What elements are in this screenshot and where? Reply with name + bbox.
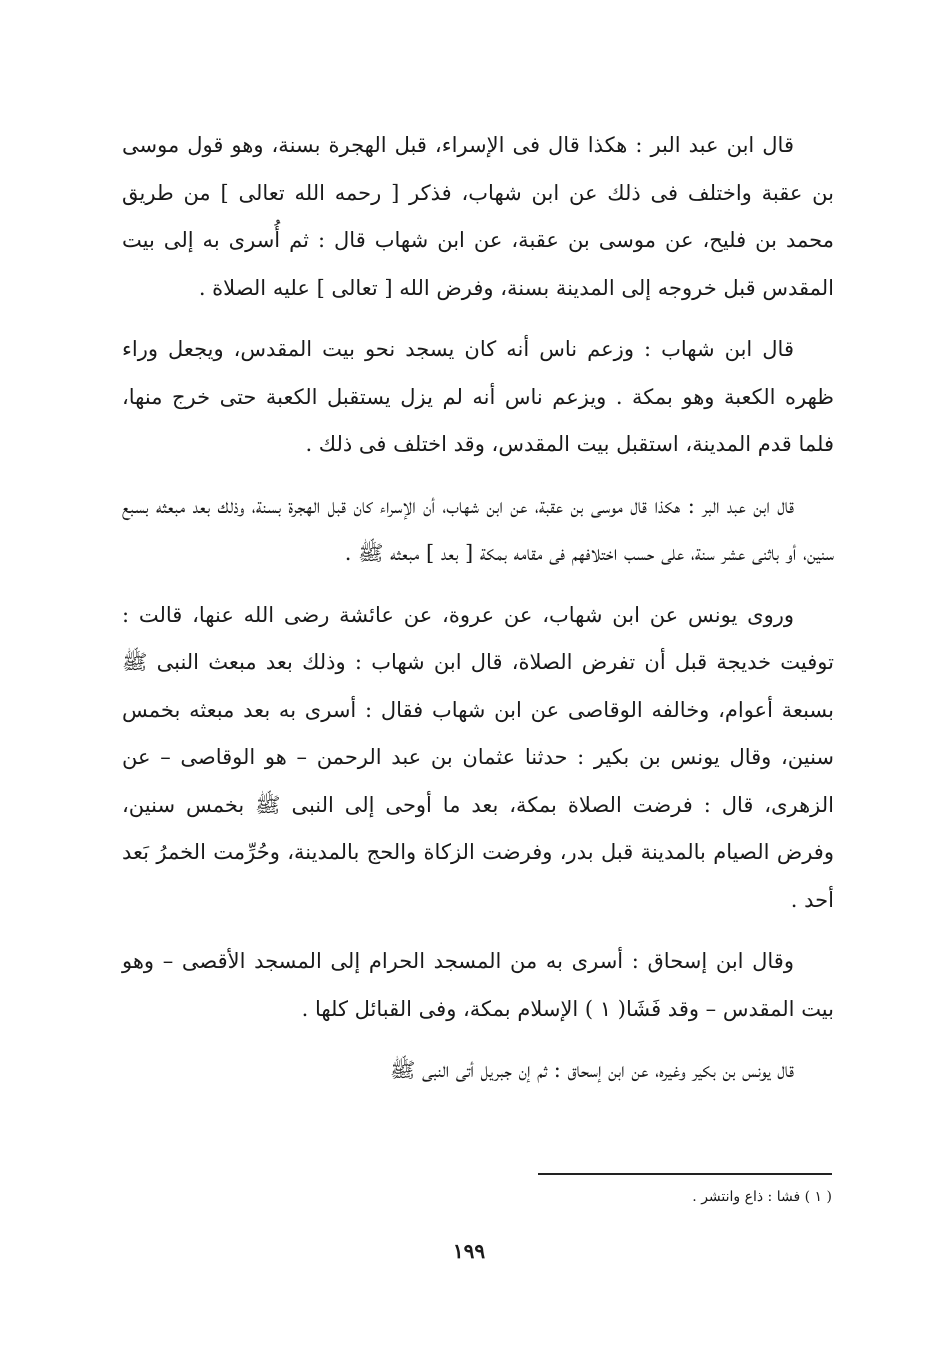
footnote-separator <box>538 1173 832 1175</box>
main-text <box>122 122 834 1109</box>
footnote: ( ١ ) فشا : ذاع وانتشر . <box>692 1189 832 1205</box>
page-number: ١٩٩ <box>452 1239 486 1263</box>
paragraph-1: قال ابن عبد البر : هكذا قال فى الإسراء، قبل الهجرة بسنة، وهو قول موسى بن عقبة واختلف فى ذلك عن ابن شهاب، فذكر [ رحمه الله تعالى ] من طريق محمد بن فليح، عن موسى بن عقبة، عن ابن شهاب قال : ثم أُسرى به إلى بيت المقدس قبل خروجه إلى المدينة بسنة، وفرض الله [ تعالى ] عليه الصلاة . <box>122 133 834 300</box>
paragraph-3: قال ابن عبد البر : هكذا قال موسى بن عقبة، عن ابن شهاب، أن الإسراء كان قبل الهجرة بسنة، وذلك بعد مبعثه بسبع سنين، أو باثنى عشر سنة، على حسب اختلافهم فى مقامه بمكة [ بعد ] مبعثه ﷺ . <box>122 493 834 565</box>
paragraph-5: وقال ابن إسحاق : أسرى به من المسجد الحرام إلى المسجد الأقصى – وهو بيت المقدس – وقد فَشَا( ١ ) الإسلام بمكة، وفى القبائل كلها . <box>122 949 834 1021</box>
paragraph-4: وروى يونس عن ابن شهاب، عن عروة، عن عائشة رضى الله عنها، قالت : توفيت خديجة قبل أن تفرض الصلاة، قال ابن شهاب : وذلك بعد مبعث النبى ﷺ بسبعة أعوام، وخالفه الوقاصى عن ابن شهاب فقال : أسرى به بعد مبعثه بخمس سنين، وقال يونس بن بكير : حدثنا عثمان بن عبد الرحمن – هو الوقاصى – عن الزهرى، قال : فرضت الصلاة بمكة، بعد ما أوحى إلى النبى ﷺ بخمس سنين، وفرض الصيام بالمدينة قبل بدر، وفرضت الزكاة والحج بالمدينة، وحُرِّمت الخمرُ بَعد أحد . <box>122 602 834 912</box>
paragraph-2: قال ابن شهاب : وزعم ناس أنه كان يسجد نحو بيت المقدس، ويجعل وراء ظهره الكعبة وهو بمكة . ويزعم ناس أنه لم يزل يستقبل الكعبة حتى خرج منها، فلما قدم المدينة، استقبل بيت المقدس، وقد اختلف فى ذلك . <box>122 337 834 456</box>
paragraph-6: قال يونس بن بكير وغيره، عن ابن إسحاق : ثم إن جبريل أتى النبى ﷺ <box>389 1058 794 1082</box>
